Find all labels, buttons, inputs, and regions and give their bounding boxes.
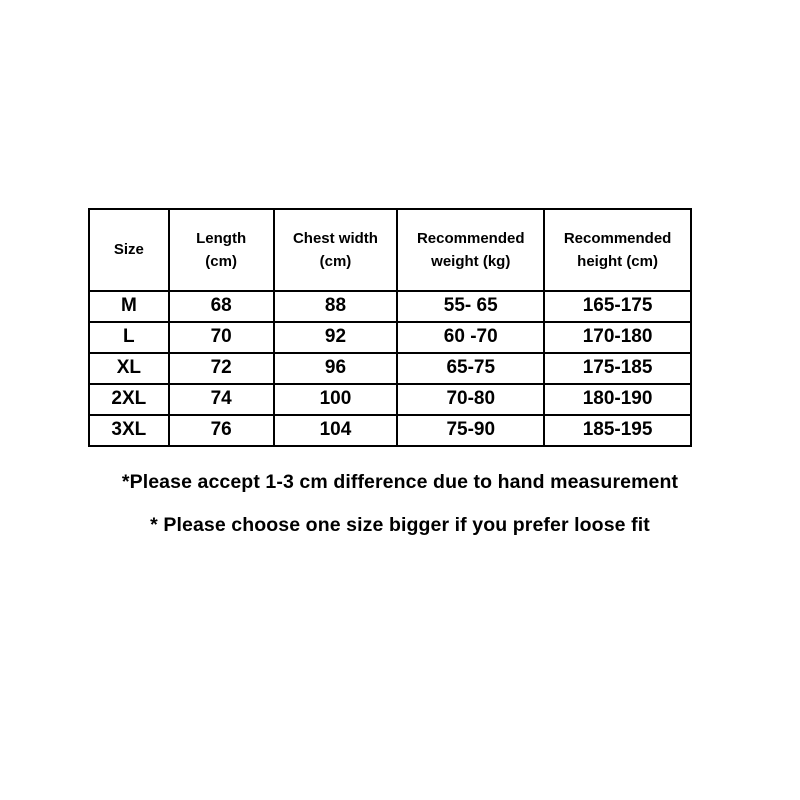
size-chart-table [88, 208, 692, 447]
cell-recommended-height: 165-175 [544, 291, 691, 322]
cell-size: 2XL [89, 384, 169, 415]
cell-recommended-height: 185-195 [544, 415, 691, 446]
column-header-chest-line1: Chest width [292, 229, 378, 247]
column-header-height-line1: Recommended [563, 229, 672, 247]
cell-recommended-weight: 60 -70 [397, 322, 544, 353]
cell-length: 70 [169, 322, 274, 353]
cell-chest-width: 88 [274, 291, 398, 322]
cell-recommended-weight: 65-75 [397, 353, 544, 384]
cell-recommended-height: 175-185 [544, 353, 691, 384]
table-row [89, 353, 691, 384]
table-body [89, 291, 691, 446]
note-size-recommendation: * Please choose one size bigger if you prefer loose fit [150, 514, 650, 536]
cell-chest-width: 100 [274, 384, 398, 415]
cell-recommended-height: 180-190 [544, 384, 691, 415]
column-header-height-line2: height (cm) [577, 253, 658, 270]
column-header-recommended-weight [397, 209, 544, 291]
column-header-weight-line1: Recommended [416, 229, 525, 247]
column-header-length-line2: (cm) [205, 253, 237, 270]
cell-length: 72 [169, 353, 274, 384]
column-header-length [169, 209, 274, 291]
cell-size: XL [89, 353, 169, 384]
column-header-size [89, 209, 169, 291]
column-header-chest-width [274, 209, 398, 291]
cell-recommended-height: 170-180 [544, 322, 691, 353]
cell-chest-width: 92 [274, 322, 398, 353]
cell-recommended-weight: 75-90 [397, 415, 544, 446]
note-measurement-difference: *Please accept 1-3 cm difference due to hand measurement [121, 471, 679, 493]
table-row [89, 291, 691, 322]
size-chart-table-container [88, 208, 692, 447]
table-header [89, 209, 691, 291]
cell-length: 76 [169, 415, 274, 446]
table-header-row [89, 209, 691, 291]
table-row [89, 322, 691, 353]
cell-recommended-weight: 70-80 [397, 384, 544, 415]
cell-chest-width: 104 [274, 415, 398, 446]
column-header-size-line1: Size [113, 241, 144, 259]
table-row [89, 415, 691, 446]
cell-chest-width: 96 [274, 353, 398, 384]
cell-length: 68 [169, 291, 274, 322]
column-header-length-line1: Length [196, 229, 247, 247]
column-header-recommended-height [544, 209, 691, 291]
cell-recommended-weight: 55- 65 [397, 291, 544, 322]
cell-size: L [89, 322, 169, 353]
column-header-weight-line2: weight (kg) [431, 253, 511, 270]
cell-size: 3XL [89, 415, 169, 446]
cell-size: M [89, 291, 169, 322]
column-header-chest-line2: (cm) [319, 253, 352, 270]
table-row [89, 384, 691, 415]
cell-length: 74 [169, 384, 274, 415]
